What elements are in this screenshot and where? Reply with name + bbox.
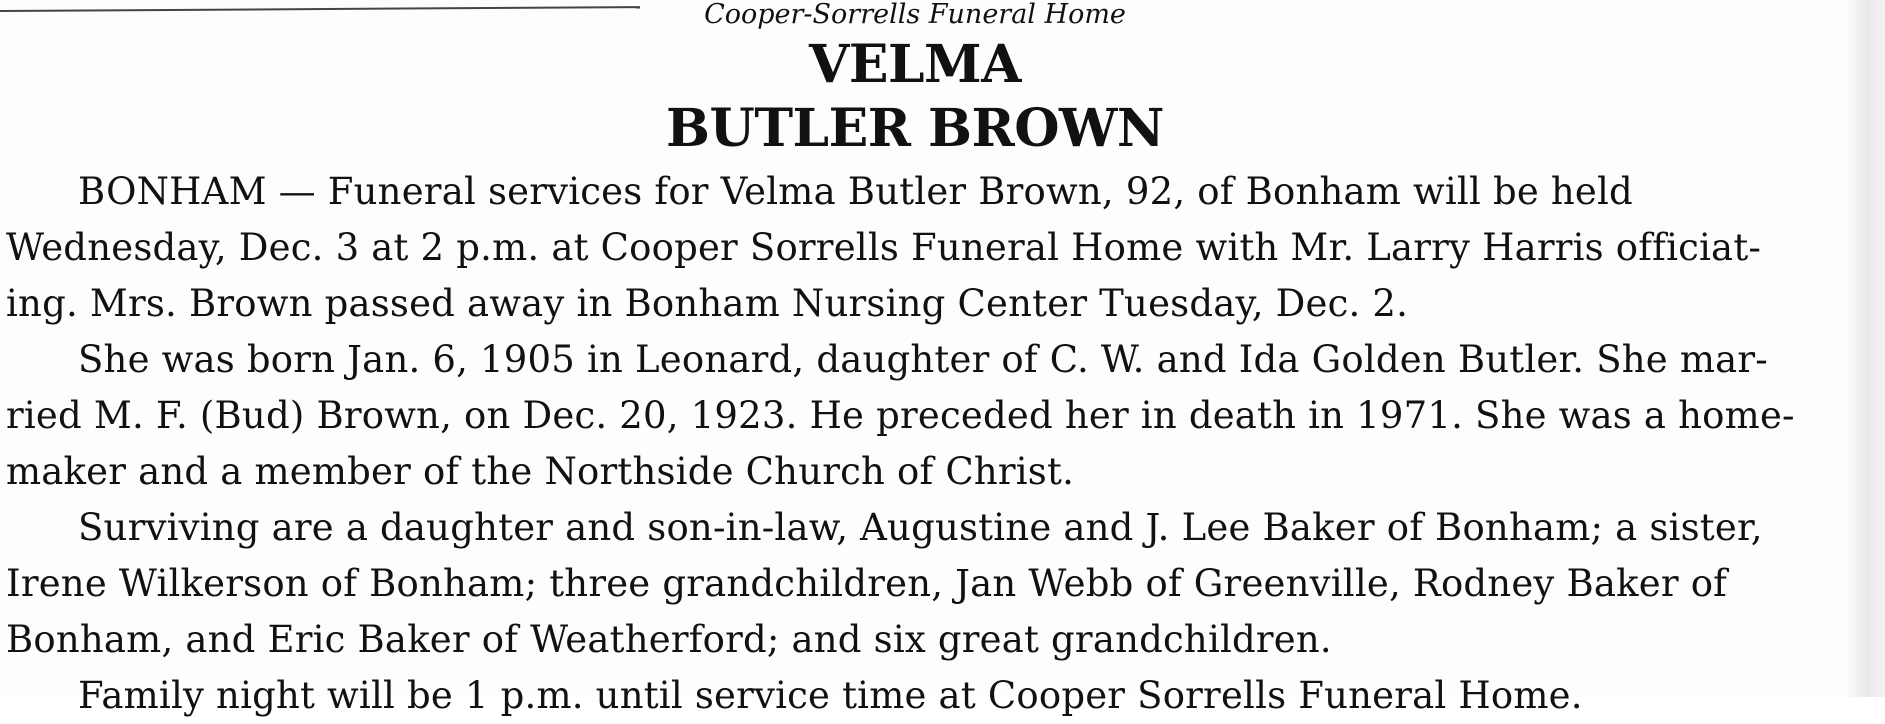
body-line: Surviving are a daughter and son-in-law, Augustine and J. Lee Baker of Bonham; a sister, — [78, 506, 1763, 549]
body-line: Wednesday, Dec. 3 at 2 p.m. at Cooper Sorrells Funeral Home with Mr. Larry Harris officiat- — [6, 226, 1762, 269]
body-line: Family night will be 1 p.m. until service time at Cooper Sorrells Funeral Home. — [78, 674, 1583, 717]
body-line: Irene Wilkerson of Bonham; three grandchildren, Jan Webb of Greenville, Rodney Baker of — [6, 562, 1728, 605]
body-line: ried M. F. (Bud) Brown, on Dec. 20, 1923. He preceded her in death in 1971. She was a home- — [6, 394, 1795, 437]
body-line: She was born Jan. 6, 1905 in Leonard, daughter of C. W. and Ida Golden Butler. She mar- — [78, 338, 1768, 381]
funeral-home-source: Cooper-Sorrells Funeral Home — [704, 0, 1126, 30]
obituary-body — [6, 164, 1836, 724]
body-line: maker and a member of the Northside Church of Christ. — [6, 450, 1075, 493]
headline-first-name: VELMA — [809, 34, 1021, 95]
body-line: ing. Mrs. Brown passed away in Bonham Nursing Center Tuesday, Dec. 2. — [6, 282, 1409, 325]
body-line: BONHAM — Funeral services for Velma Butler Brown, 92, of Bonham will be held — [78, 170, 1633, 213]
headline-surname: BUTLER BROWN — [666, 98, 1164, 159]
body-line: Bonham, and Eric Baker of Weatherford; and six great grandchildren. — [6, 618, 1332, 661]
page-edge-shadow — [1845, 0, 1885, 697]
